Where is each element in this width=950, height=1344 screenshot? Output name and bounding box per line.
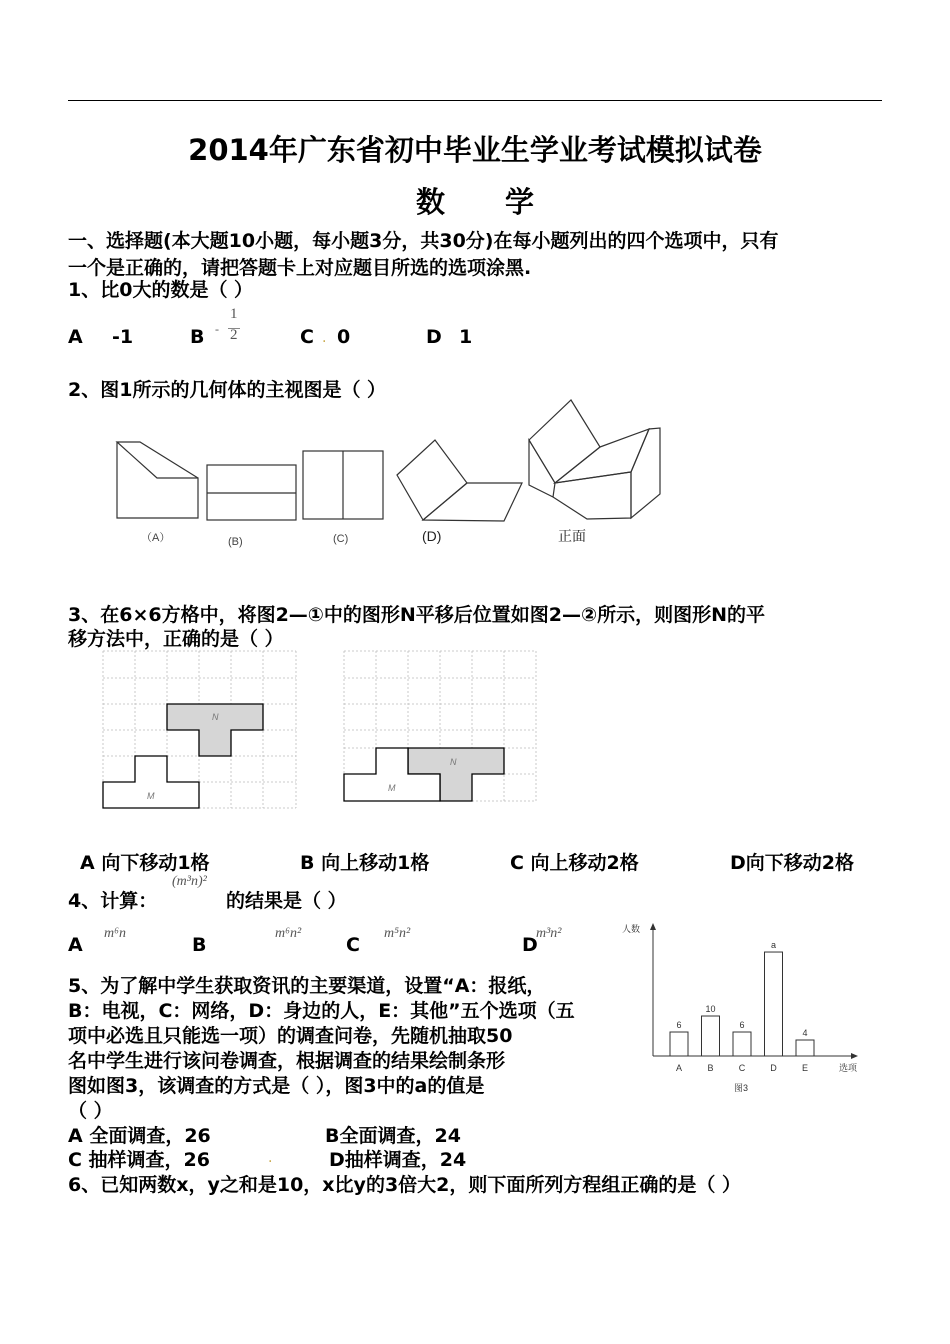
x-axis-arrow — [851, 1053, 858, 1059]
q1-option-b-label: B — [190, 326, 205, 348]
q4-option-d-label: D — [522, 934, 538, 956]
data-label-E: 4 — [802, 1028, 808, 1039]
q3-option-b: B 向上移动1格 — [300, 852, 430, 874]
q4-option-a-label: A — [68, 934, 83, 956]
q5-option-b: B全面调查，24 — [325, 1125, 461, 1147]
q1-option-c-label: C — [300, 326, 314, 348]
q3-option-c: C 向上移动2格 — [510, 852, 639, 874]
q3-stem-line2: 移方法中，正确的是（ ） — [68, 628, 284, 650]
q5-option-c: C 抽样调查，26 — [68, 1149, 210, 1171]
dot-mark: . — [268, 1150, 273, 1166]
q1-option-a-label: A — [68, 326, 83, 348]
q3-stem-line1: 3、在6×6方格中，将图2—①中的图形N平移后位置如图2—②所示，则图形N的平 — [68, 604, 765, 626]
q5-line5: 图如图3，该调查的方式是（ ），图3中的a的值是 — [68, 1075, 485, 1097]
tick-label-A: A — [675, 1063, 683, 1073]
q2-stem: 2、图1所示的几何体的主视图是（ ） — [68, 379, 387, 401]
chart-title: 图3 — [734, 1083, 749, 1093]
q5-line6: （ ） — [68, 1100, 113, 1122]
grid-figure-1 — [100, 648, 300, 812]
data-label-B: 10 — [705, 1004, 716, 1015]
q4-option-b-expr: m⁶n² — [275, 926, 302, 941]
svg-text:N: N — [212, 712, 219, 722]
q4-stem-prefix: 4、计算： — [68, 890, 158, 912]
q5-line1: 5、为了解中学生获取资讯的主要渠道，设置“A：报纸， — [68, 975, 546, 997]
tick-label-B: B — [707, 1063, 714, 1073]
label-front: 正面 — [558, 528, 586, 544]
svg-text:N: N — [450, 757, 457, 767]
y-axis-label: 人数 — [622, 924, 641, 934]
svg-text:M: M — [388, 783, 396, 793]
q5-line4: 名中学生进行该问卷调查，根据调查的结果绘制条形 — [68, 1050, 506, 1072]
subject-title: 数学 — [415, 185, 594, 219]
q1-option-b-fraction: - 1 2 — [215, 312, 245, 348]
q1-option-d-label: D — [426, 326, 442, 348]
q5-line3: 项中必选且只能选一项）的调查问卷，先随机抽取50 — [68, 1025, 513, 1047]
q1-option-c-value: 0 — [337, 326, 351, 348]
data-label-A: 6 — [676, 1020, 682, 1031]
q4-option-c-label: C — [346, 934, 360, 956]
bar-chart — [610, 915, 870, 1095]
exam-title: 2014年广东省初中毕业生学业考试模拟试卷 — [188, 133, 762, 167]
q4-expression: (m³n)² — [172, 874, 207, 889]
q4-option-d-expr: m³n² — [536, 926, 562, 941]
data-label-D: a — [770, 940, 777, 951]
x-axis-label: 选项 — [839, 1063, 858, 1073]
label-c: (C) — [333, 533, 349, 545]
bar-C — [733, 1032, 751, 1056]
svg-text:M: M — [147, 791, 155, 801]
bar-A — [670, 1032, 688, 1056]
label-a: （A） — [141, 532, 171, 544]
dot-mark: . — [322, 330, 327, 346]
data-label-C: 6 — [739, 1020, 745, 1031]
solid-figure — [529, 400, 660, 519]
q5-line2: B：电视，C：网络，D：身边的人，E：其他”五个选项（五 — [68, 1000, 575, 1022]
q3-option-a: A 向下移动1格 — [80, 852, 210, 874]
q5-option-d: D抽样调查，24 — [329, 1149, 467, 1171]
q4-option-a-expr: m⁶n — [104, 926, 126, 941]
q5-option-a: A 全面调查，26 — [68, 1125, 211, 1147]
tick-label-E: E — [801, 1063, 809, 1073]
q4-option-c-expr: m⁵n² — [384, 926, 411, 941]
y-axis-arrow — [650, 923, 656, 930]
q2-figures — [100, 395, 670, 555]
q3-option-d: D向下移动2格 — [730, 852, 854, 874]
label-d: (D) — [422, 528, 442, 544]
figure-a — [117, 442, 198, 518]
section-heading-line1: 一、选择题(本大题10小题，每小题3分，共30分)在每小题列出的四个选项中，只有 — [68, 230, 779, 252]
section-heading-line2: 一个是正确的，请把答题卡上对应题目所选的选项涂黑. — [68, 257, 532, 279]
bar-D — [765, 952, 783, 1056]
header-rule — [68, 100, 882, 101]
q6-stem: 6、已知两数x，y之和是10，x比y的3倍大2，则下面所列方程组正确的是（ ） — [68, 1174, 741, 1196]
q1-option-d-value: 1 — [459, 326, 473, 348]
bar-B — [702, 1016, 720, 1056]
bar-E — [796, 1040, 814, 1056]
q4-option-b-label: B — [192, 934, 207, 956]
tick-label-C: C — [738, 1063, 746, 1073]
label-b: (B) — [228, 536, 243, 548]
figure-d — [397, 440, 467, 520]
grid-figure-2 — [340, 648, 540, 812]
q1-stem: 1、比0大的数是（ ） — [68, 279, 254, 301]
q4-stem-suffix: 的结果是（ ） — [226, 890, 347, 912]
tick-label-D: D — [770, 1063, 777, 1073]
q1-option-a-value: -1 — [112, 326, 134, 348]
